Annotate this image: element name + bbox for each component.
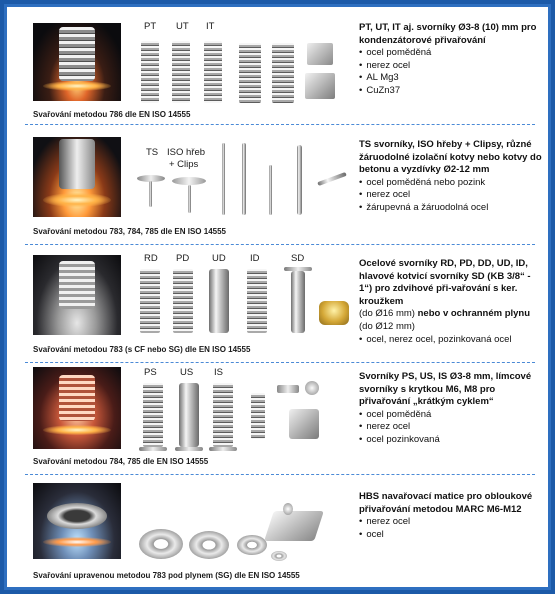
welding-photo xyxy=(33,255,121,335)
section-short-cycle xyxy=(7,363,548,473)
product-label-ts: TS xyxy=(146,147,159,158)
section-description xyxy=(359,371,545,447)
welding-photo xyxy=(33,367,121,449)
section-heading: HBS navařovací matice pro obloukové přivařování metodou MARC M6-M12 xyxy=(359,491,533,515)
section-drawn-arc xyxy=(7,245,548,361)
anchor-flat xyxy=(297,145,302,215)
material-list xyxy=(359,516,545,541)
hbs-bolt xyxy=(283,503,293,515)
stud-it xyxy=(204,41,222,103)
anchor-v xyxy=(269,165,272,215)
material-item: • nerez ocel xyxy=(359,189,545,202)
section-caption: Svařování metodou 784, 785 dle EN ISO 14555 xyxy=(33,457,209,466)
stud-large xyxy=(239,43,261,103)
product-label-rd: RD xyxy=(144,253,158,264)
product-label-ps: PS xyxy=(144,367,157,378)
section-description xyxy=(359,491,545,541)
product-label-sd: SD xyxy=(291,253,305,264)
product-label-us: US xyxy=(180,367,194,378)
section-heading: Ocelové svorníky RD, PD, DD, UD, ID, hlavové kotvicí svorníky SD (KB 3/8“ - 1“) pro zdvihové při-vařování s ker. kroužkem xyxy=(359,258,531,307)
stud-sd xyxy=(291,271,305,333)
product-label-ud: UD xyxy=(212,253,226,264)
gas-option: nebo v ochranném plynu xyxy=(414,308,531,320)
material-item: • ocel, nerez ocel, pozinkovaná ocel xyxy=(359,334,545,347)
section-description xyxy=(359,258,545,346)
ts-pin xyxy=(149,181,152,207)
ceramic-ferrule xyxy=(319,301,349,325)
stud-pd xyxy=(173,269,193,333)
material-item: • ocel xyxy=(359,529,545,542)
product-label-is: IS xyxy=(214,367,223,378)
material-item: • CuZn37 xyxy=(359,85,545,98)
us-collar xyxy=(175,447,203,451)
nut-cap xyxy=(289,409,319,439)
stud-ud xyxy=(209,269,229,333)
iso-nail xyxy=(188,185,191,213)
section-capacitor-discharge xyxy=(7,7,548,123)
section-description xyxy=(359,139,545,215)
section-caption: Svařování metodou 786 dle EN ISO 14555 xyxy=(33,110,191,119)
section-heading: Svorníky PS, US, IS Ø3-8 mm, límcové svorníky s krytkou M6, M8 pro přivařování „krátkým cyklem“ xyxy=(359,371,532,408)
anchor-wave xyxy=(317,172,347,186)
stud-is xyxy=(213,383,233,447)
section-description xyxy=(359,22,545,98)
bracket-part-2 xyxy=(305,73,335,99)
hbs-small-nut xyxy=(271,551,287,561)
material-item: • nerez ocel xyxy=(359,421,545,434)
stud-ps xyxy=(143,383,163,447)
material-list xyxy=(359,409,545,447)
section-caption: Svařování upravenou metodou 783 pod plynem (SG) dle EN ISO 14555 xyxy=(33,571,300,580)
product-label-pt: PT xyxy=(144,21,157,32)
hbs-plate xyxy=(264,511,324,541)
gas-range: (do Ø12 mm) xyxy=(359,320,415,332)
small-cap xyxy=(305,381,319,395)
section-arc-insulation xyxy=(7,125,548,243)
material-item: • ocel poměděná xyxy=(359,47,545,60)
welding-photo xyxy=(33,23,121,101)
product-label-iso: ISO hřeb xyxy=(167,147,206,158)
material-item: • ocel poměděná nebo pozink xyxy=(359,177,545,190)
stud-ut xyxy=(172,41,190,103)
section-hbs-nuts xyxy=(7,475,548,587)
hbs-nut-small xyxy=(237,535,267,555)
section-caption: Svařování metodou 783 (s CF nebo SG) dle EN ISO 14555 xyxy=(33,345,251,354)
material-item: • nerez ocel xyxy=(359,516,545,529)
section-heading: PT, UT, IT aj. svorníky Ø3-8 (10) mm pro kondenzátorové přivařování xyxy=(359,22,537,46)
catalog-frame xyxy=(4,4,551,590)
stud-pt xyxy=(141,41,159,103)
material-item: • nerez ocel xyxy=(359,60,545,73)
small-screw xyxy=(277,385,299,393)
hbs-nut xyxy=(189,531,229,559)
material-item: • ocel pozinkovaná xyxy=(359,434,545,447)
product-label-clips: + Clips xyxy=(169,159,199,170)
hbs-nut xyxy=(139,529,183,559)
welding-photo xyxy=(33,483,121,559)
product-label-pd: PD xyxy=(176,253,190,264)
material-list xyxy=(359,177,545,215)
material-item: • žárupevná a žáruodolná ocel xyxy=(359,202,545,215)
material-list xyxy=(359,334,545,347)
ferrule-range: (do Ø16 mm) xyxy=(359,308,415,320)
material-item: • ocel poměděná xyxy=(359,409,545,422)
section-heading: TS svorníky, ISO hřeby + Clipsy, různé žáruodolné izolační kotvy nebo kotvy do betonu a vyzdívky Ø2-12 mm xyxy=(359,139,542,176)
product-label-id: ID xyxy=(250,253,260,264)
section-caption: Svařování metodou 783, 784, 785 dle EN ISO 14555 xyxy=(33,227,226,236)
clip-disc xyxy=(172,177,206,185)
stud-us xyxy=(179,383,199,447)
anchor-rod xyxy=(242,143,246,215)
section-body xyxy=(359,308,545,333)
collar-stud xyxy=(251,393,265,439)
bracket-part xyxy=(307,43,333,65)
material-item: • AL Mg3 xyxy=(359,72,545,85)
product-label-it: IT xyxy=(206,21,215,32)
ps-collar xyxy=(139,447,167,451)
anchor-rod xyxy=(222,143,225,215)
stud-id xyxy=(247,269,267,333)
product-label-ut: UT xyxy=(176,21,189,32)
stud-rd xyxy=(140,269,160,333)
welding-photo xyxy=(33,137,121,217)
is-collar xyxy=(209,447,237,451)
material-list xyxy=(359,47,545,97)
stud-large-2 xyxy=(272,43,294,103)
